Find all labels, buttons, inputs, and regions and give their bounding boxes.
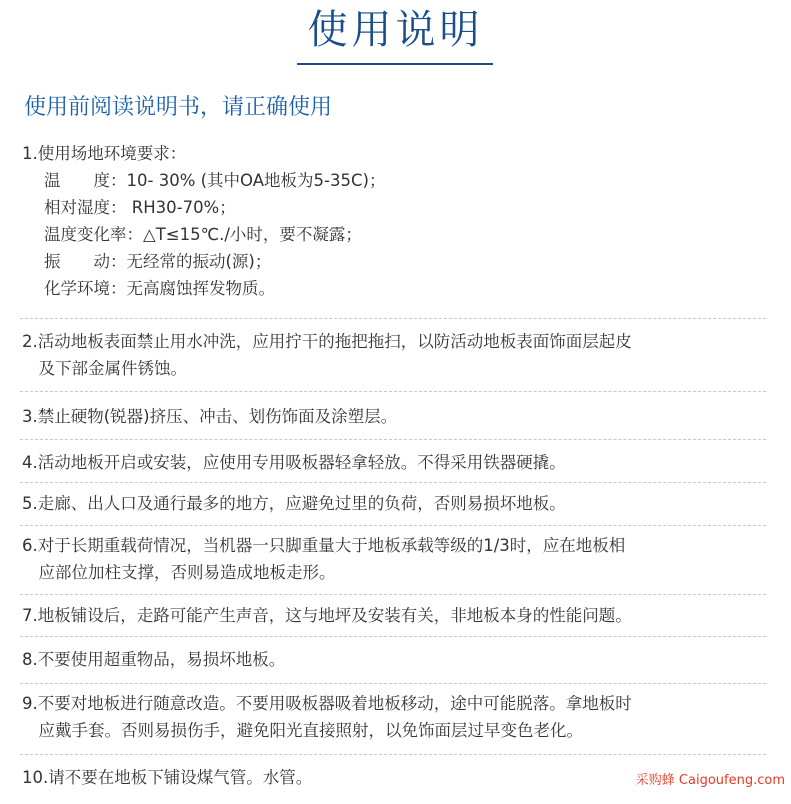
instruction-item-2 [22, 328, 774, 382]
env-temperature: 温 度：10- 30% (其中OA地板为5-35C)； [44, 171, 386, 190]
instruction-item-7: 7.地板铺设后，走路可能产生声音，这与地坪及安装有关，非地板本身的性能问题。 [22, 606, 632, 625]
instruction-item-8: 8.不要使用超重物品，易损坏地板。 [22, 650, 286, 669]
item-1-heading: 1.使用场地环境要求： [22, 144, 187, 163]
instruction-item-9 [22, 690, 774, 744]
divider [20, 318, 766, 319]
divider [20, 594, 766, 595]
instruction-item-3: 3.禁止硬物(锐器)挤压、冲击、划伤饰面及涂塑层。 [22, 407, 398, 426]
divider [20, 636, 766, 637]
title-underline [297, 63, 493, 65]
env-temp-change: 温度变化率：△T≤15℃./小时，要不凝露； [44, 225, 362, 244]
divider [20, 754, 766, 755]
item-2-line-1: 2.活动地板表面禁止用水冲洗，应用拧干的拖把拖扫，以防活动地板表面饰面层起皮 [22, 332, 632, 351]
divider [20, 439, 766, 440]
instruction-item-1 [22, 140, 774, 302]
item-9-line-2: 应戴手套。否则易损伤手，避免阳光直接照射，以免饰面层过早变色老化。 [22, 721, 583, 740]
item-9-line-1: 9.不要对地板进行随意改造。不要用吸板器吸着地板移动，途中可能脱落。拿地板时 [22, 694, 632, 713]
item-6-line-1: 6.对于长期重载荷情况，当机器一只脚重量大于地板承载等级的1/3时，应在地板相 [22, 536, 626, 555]
env-vibration: 振 动：无经常的振动(源)； [44, 252, 272, 271]
divider [20, 683, 766, 684]
item-6-line-2: 应部位加柱支撑，否则易造成地板走形。 [22, 563, 336, 582]
item-2-line-2: 及下部金属件锈蚀。 [22, 359, 187, 378]
subtitle: 使用前阅读说明书，请正确使用 [24, 95, 333, 120]
instruction-item-10: 10.请不要在地板下铺设煤气管。水管。 [22, 768, 313, 787]
env-chemical: 化学环境：无高腐蚀挥发物质。 [44, 279, 275, 298]
instruction-item-4: 4.活动地板开启或安装，应使用专用吸板器轻拿轻放。不得采用铁器硬撬。 [22, 453, 566, 472]
env-humidity: 相对湿度： RH30-70%； [44, 198, 236, 217]
watermark: 采购蜂 Caigoufeng.com [635, 773, 785, 788]
divider [20, 525, 766, 526]
instruction-item-6 [22, 532, 774, 586]
page-title: 使用说明 [307, 7, 484, 53]
divider [20, 482, 766, 483]
instruction-item-5: 5.走廊、出人口及通行最多的地方，应避免过里的负荷，否则易损坏地板。 [22, 494, 566, 513]
divider [20, 391, 766, 392]
